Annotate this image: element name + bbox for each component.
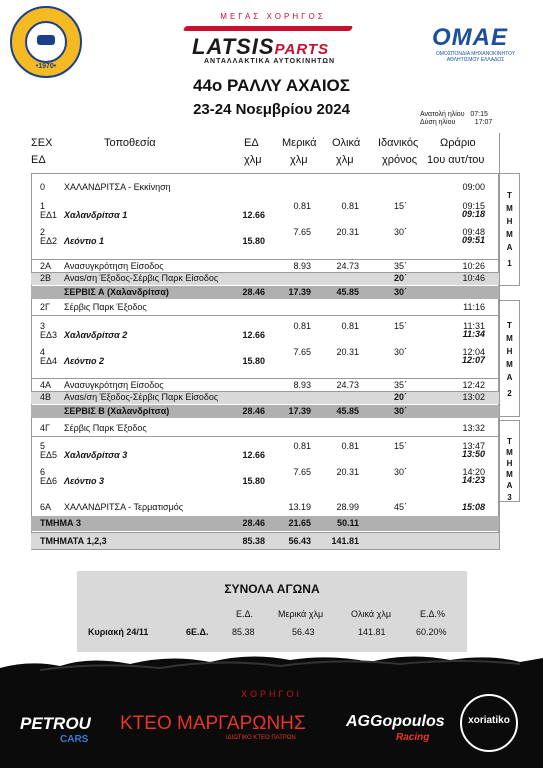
section-total-row: ΤΜΗΜΑ 3 28.46 21.65 50.11 [31, 516, 499, 531]
col-schedule-1: Ωράριο [440, 137, 476, 149]
totals-pct: 60.20% [416, 627, 447, 637]
section-label-3: Τ Μ Η Μ Α 3 [499, 420, 520, 502]
grand-total-row: ΤΜΗΜΑΤΑ 1,2,3 85.38 56.43 141.81 [31, 533, 499, 549]
xoriatiko-logo: xoriatiko [460, 694, 518, 752]
totals-title: ΣΥΝΟΛΑ ΑΓΩΝΑ [224, 582, 320, 596]
club-year: •1970• [35, 63, 57, 70]
latsis-parts-logo: LATSISPARTS ΑΝΤΑΛΛΑΚΤΙΚΑ ΑΥΤΟΚΙΝΗΤΩΝ [182, 26, 357, 66]
table-row: 0 ΧΑΛΑΝΔΡΙΤΣΑ - Εκκίνηση 09:00 [40, 182, 485, 192]
swoosh-icon [183, 26, 354, 31]
totals-total: 141.81 [358, 627, 386, 637]
col-edkm-1: ΕΔ [244, 137, 259, 149]
table-row: 2Β Αναs/ση Έξοδος-Σέρβις Παρκ Είσοδος 20΄ 10:46 [31, 273, 499, 285]
omae-subtitle: ΟΜΟΣΠΟΝΔΙΑ ΜΗΧΑΝΟΚΙΝΗΤΟΥ ΑΘΛΗΤΙΣΜΟΥ ΕΛΛΑΔΟΣ [435, 51, 516, 63]
table-row-ss: 6 ΕΔ6 Λεόντιο 3 15.80 7.65 20.31 30΄ 14:20 14:23 [40, 467, 485, 486]
table-row-ss: 1 ΕΔ1 Χαλανδρίτσα 1 12.66 0.81 0.81 15΄ 09:15 09:18 [40, 201, 485, 220]
sunset-line: Δύση ηλίου 17:07 [420, 119, 493, 126]
petrou-logo: PETROU [20, 714, 91, 733]
totals-partial: 56.43 [292, 627, 315, 637]
page-title: 44ο ΡΑΛΛΥ ΑΧΑΙΟΣ [193, 76, 350, 95]
totals-ed: 85.38 [232, 627, 255, 637]
col-ideal-1: Ιδανικός [378, 137, 419, 149]
main-sponsor-label: ΜΕΓΑΣ ΧΟΡΗΓΟΣ [220, 12, 326, 21]
sunrise-line: Ανατολή ηλίου 07:15 [420, 111, 488, 118]
brush-stroke-decoration [0, 650, 543, 680]
col-schedule-2: 1ου αυτ/του [427, 154, 485, 166]
col-ed: ΕΔ [31, 154, 46, 166]
col-total-2: χλμ [336, 154, 354, 166]
aggopoulos-logo: AGGopoulos [346, 713, 445, 730]
col-location: Τοποθεσία [104, 137, 156, 149]
col-partial-2: χλμ [290, 154, 308, 166]
totals-h-pct: Ε.Δ.% [420, 609, 446, 619]
section-label-2: Τ Μ Η Μ Α 2 [499, 300, 520, 417]
kteo-sub: ΙΔΙΩΤΙΚΟ ΚΤΕΟ ΠΑΤΡΩΝ [226, 735, 296, 741]
car-icon [37, 35, 55, 45]
table-row: 4Γ Σέρβις Παρκ Έξοδος 13:32 [40, 423, 485, 433]
service-row: ΣΕΡΒΙΣ Β (Χαλανδρίτσα) 28.46 17.39 45.85 30΄ [31, 405, 499, 418]
table-row: 2Γ Σέρβις Παρκ Έξοδος 11:16 [40, 302, 485, 312]
col-total-1: Ολικά [332, 137, 361, 149]
sponsors-label: ΧΟΡΗΓΟΙ [241, 689, 302, 699]
petrou-sub: CARS [60, 734, 89, 745]
table-row-ss: 4 ΕΔ4 Λεόντιο 2 15.80 7.65 20.31 30΄ 12:04 12:07 [40, 347, 485, 366]
totals-count: 6Ε.Δ. [186, 627, 209, 637]
col-ideal-2: χρόνος [382, 154, 418, 166]
table-row: 4Α Ανασυγκρότηση Είσοδος 8.93 24.73 35΄ 12:42 [40, 380, 485, 390]
service-row: ΣΕΡΒΙΣ Α (Χαλανδρίτσα) 28.46 17.39 45.85 30΄ [31, 286, 499, 299]
col-partial-1: Μερικά [282, 137, 317, 149]
table-row-ss: 2 ΕΔ2 Λεόντιο 1 15.80 7.65 20.31 30΄ 09:48 09:51 [40, 227, 485, 246]
totals-h-partial: Μερικά χλμ [278, 609, 324, 619]
kteo-logo: ΚΤΕΟ ΜΑΡΓΑΡΩΝΗΣ [120, 713, 306, 734]
col-edkm-2: χλμ [244, 154, 262, 166]
totals-day: Κυριακή 24/11 [88, 627, 149, 637]
totals-h-ed: Ε.Δ. [236, 609, 254, 619]
section-label-1: Τ Μ Η Μ Α 1 [499, 173, 520, 286]
event-dates: 23-24 Νοεμβρίου 2024 [193, 101, 350, 118]
table-row: 4Β Αναs/ση Έξοδος-Σέρβις Παρκ Είσοδος 20΄ 13:02 [31, 392, 499, 404]
table-row: 6Α ΧΑΛΑΝΔΡΙΤΣΑ - Τερματισμός 13.19 28.99 45΄ 15:08 [40, 502, 485, 512]
table-row-ss: 3 ΕΔ3 Χαλανδρίτσα 2 12.66 0.81 0.81 15΄ 11:31 11:34 [40, 321, 485, 340]
club-logo [10, 6, 82, 78]
table-row: 2Α Ανασυγκρότηση Είσοδος 8.93 24.73 35΄ 10:26 [40, 261, 485, 271]
table-row-ss: 5 ΕΔ5 Χαλανδρίτσα 3 12.66 0.81 0.81 15΄ 13:47 13:50 [40, 441, 485, 460]
aggopoulos-sub: Racing [396, 732, 430, 743]
totals-h-total: Ολικά χλμ [351, 609, 392, 619]
col-sex: ΣΕΧ [31, 137, 53, 149]
omae-logo: ΟΜΑΕ [432, 24, 508, 51]
